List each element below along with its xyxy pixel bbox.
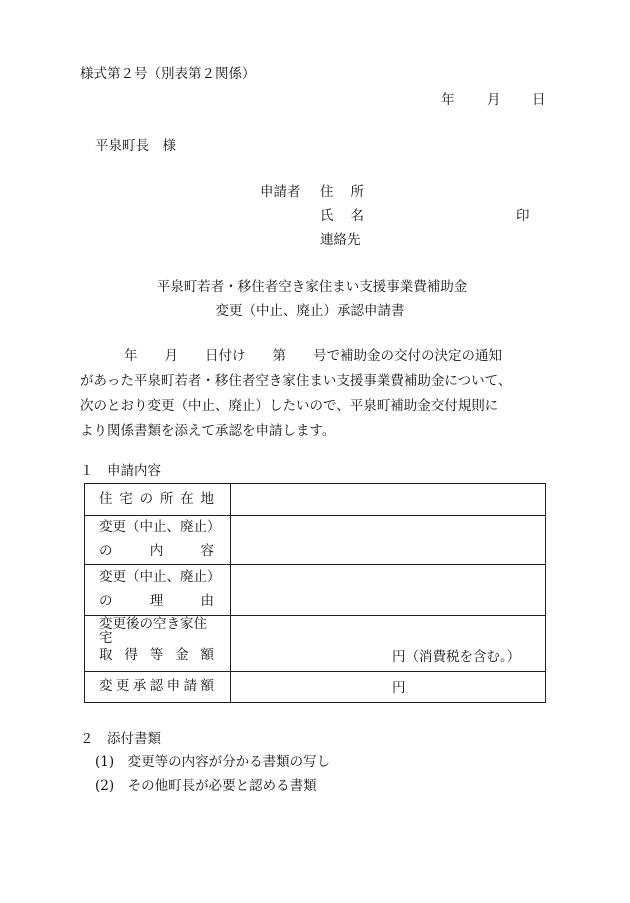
location-value-field[interactable] xyxy=(231,484,546,516)
section2-heading: ２ 添付書類 xyxy=(80,731,161,747)
table-row xyxy=(85,672,546,703)
approval-amount-unit: 円 xyxy=(392,680,406,696)
table-row xyxy=(85,516,546,565)
document-title-line2: 変更（中止、廃止）承認申請書 xyxy=(215,303,405,319)
acquisition-amount-label: 変更後の空き家住宅 取 得 等 金 額 xyxy=(85,616,231,672)
applicant-label: 申請者 xyxy=(260,184,301,200)
table-row xyxy=(85,616,546,672)
document-title-line1: 平泉町若者・移住者空き家住まい支援事業費補助金 xyxy=(156,279,468,295)
addressee: 平泉町長 様 xyxy=(95,138,176,154)
table-row xyxy=(85,484,546,516)
form-number: 様式第２号（別表第２関係） xyxy=(80,66,256,82)
acquisition-unit: 円（消費税を含む。） xyxy=(392,648,521,665)
application-content-table xyxy=(84,483,546,703)
acquisition-amount-field[interactable] xyxy=(231,616,546,672)
change-content-label: 変更（中止、廃止） の 内 容 xyxy=(85,516,231,565)
date-year-label: 年 xyxy=(441,92,455,108)
name-label: 氏 名 xyxy=(320,208,364,224)
approval-amount-label: 変 更 承 認 申 請 額 xyxy=(85,672,231,703)
body-paragraph: 年 月 日付け 第 号で補助金の交付の決定の通知 があった平泉町若者・移住者空き家住まい支援事業費補助金について、 次のとおり変更（中止、廃止）したいので、平泉町補助金交付規則に より関係書類を添えて承認を申請します。 xyxy=(80,348,512,439)
attachment-item-2: (2) その他町長が必要と認める書類 xyxy=(95,778,317,794)
date-day-label: 日 xyxy=(532,92,546,108)
date-month-label: 月 xyxy=(487,92,501,108)
address-label: 住 所 xyxy=(320,184,364,200)
contact-label: 連絡先 xyxy=(320,232,361,248)
attachment-item-1: (1) 変更等の内容が分かる書類の写し xyxy=(95,754,331,770)
change-reason-value-field[interactable] xyxy=(231,565,546,616)
change-reason-label: 変更（中止、廃止） の 理 由 xyxy=(85,565,231,616)
approval-amount-field[interactable] xyxy=(231,672,546,703)
section1-heading: １ 申請内容 xyxy=(80,463,161,479)
seal-mark: 印 xyxy=(516,208,530,224)
location-label: 住 宅 の 所 在 地 xyxy=(85,484,231,516)
table-row xyxy=(85,565,546,616)
change-content-value-field[interactable] xyxy=(231,516,546,565)
